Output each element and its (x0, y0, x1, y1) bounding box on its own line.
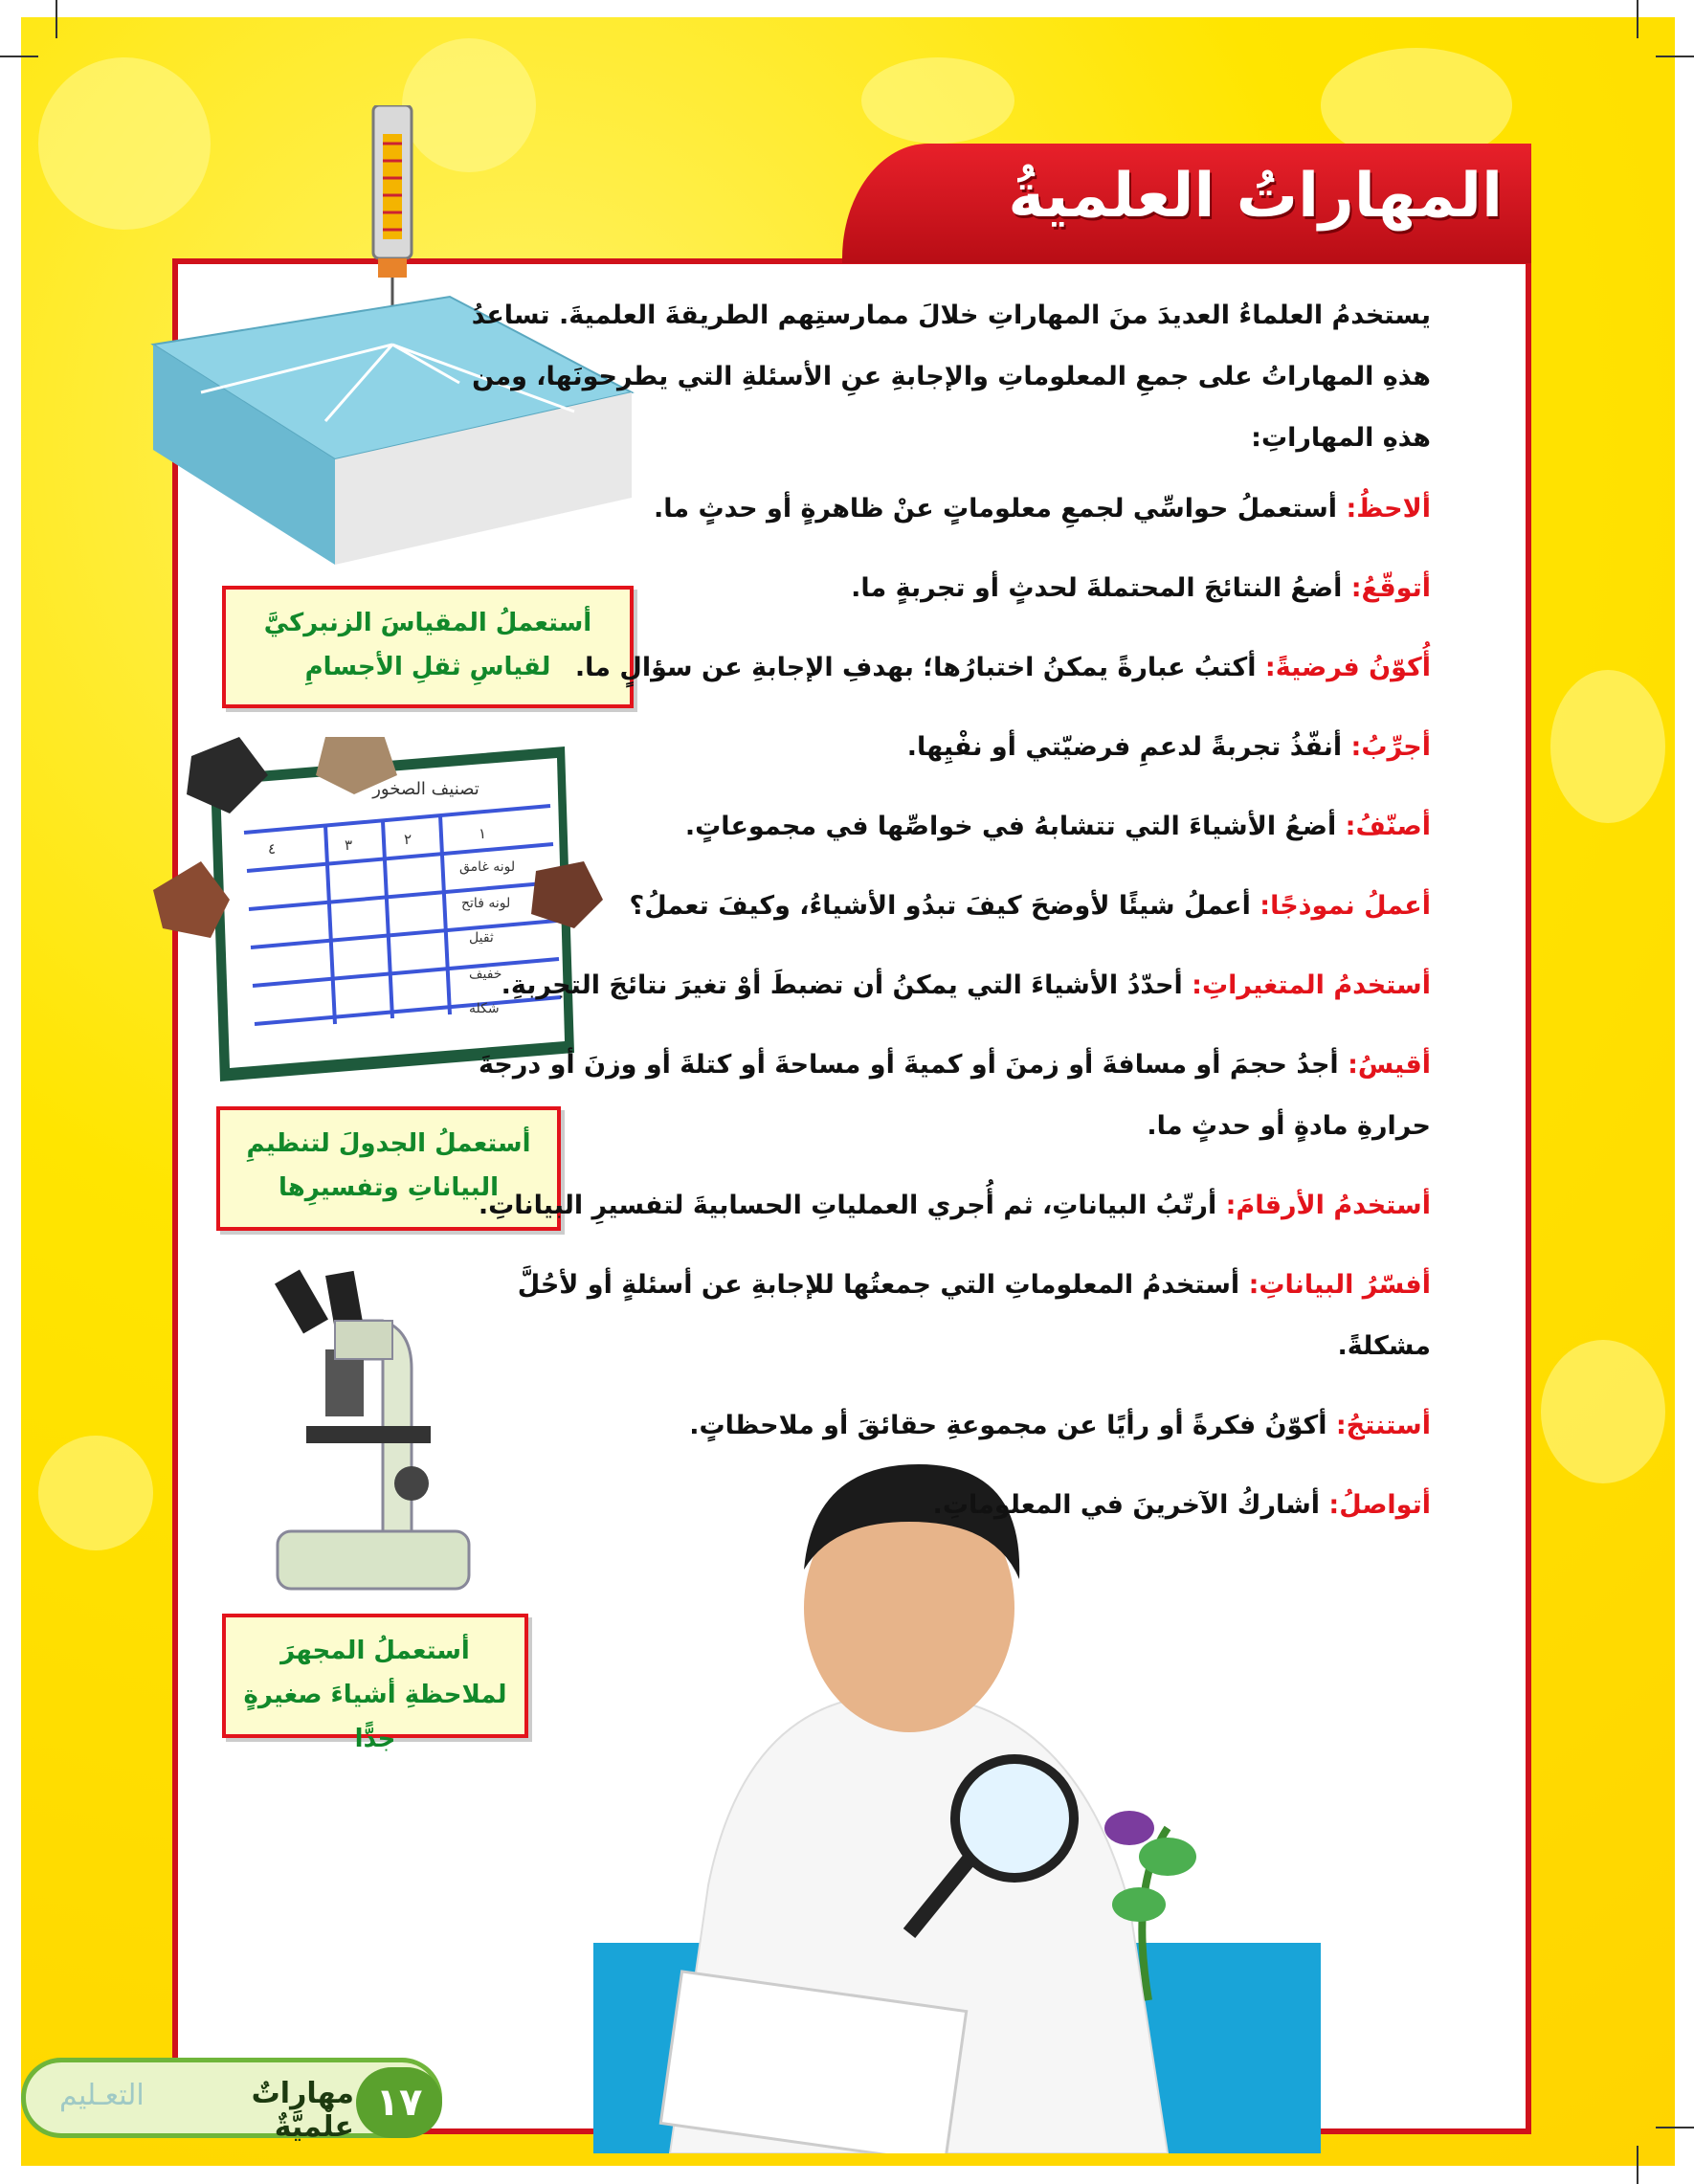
caption-microscope: أستعملُ المجهرَ لملاحظةِ أشياءَ صغيرةٍ جدًّا (222, 1614, 528, 1738)
skill-description: أستخدمُ المعلوماتِ التي جمعتُها للإجابةِ عن أسئلةٍ أو لأحُلَّ مشكلةً. (517, 1270, 1431, 1361)
background-bubble (861, 57, 1014, 144)
skill-description: أستعملُ حواسِّي لجمعِ معلوماتٍ عنْ ظاهرةٍ أو حدثٍ ما. (653, 494, 1338, 524)
skills-text (435, 285, 1431, 1554)
skill-description: أشاركُ الآخرينَ في المعلوماتِ. (932, 1490, 1321, 1520)
skill-description: أعملُ شيئًا لأوضحَ كيفَ تبدُو الأشياءُ، وكيفَ تعملُ؟ (629, 891, 1251, 921)
intro-paragraph: يستخدمُ العلماءُ العديدَ منَ المهاراتِ خلالَ ممارستِهم الطريقةَ العلميةَ. تساعدُ هذهِ المهاراتُ على جمعِ المعلوماتِ والإجابةِ عنِ الأسئلةِ التي يطرحونَها، ومن هذهِ المهاراتِ: (471, 301, 1431, 453)
background-bubble (1541, 1340, 1665, 1483)
rock-table-col: ٤ (268, 840, 277, 858)
crop-mark (0, 56, 38, 57)
rock-table-col: ٣ (345, 836, 353, 854)
crop-mark (56, 0, 57, 38)
crop-mark (1656, 56, 1694, 57)
skill-description: أجدُ حجمَ أو مسافةَ أو زمنَ أو كميةَ أو مساحةَ أو كتلةَ أو وزنَ أو درجةَ حرارةِ مادةٍ أو حدثٍ ما. (478, 1050, 1431, 1141)
skill-item (435, 558, 1431, 619)
skill-description: أضعُ النتائجَ المحتملةَ لحدثٍ أو تجربةٍ ما. (851, 573, 1343, 603)
rock-table-col: ١ (479, 825, 487, 842)
skill-term: أصنّفُ: (1345, 812, 1431, 841)
skill-term: أتوقّعُ: (1350, 573, 1431, 603)
footer-watermark: التعـليم (59, 2079, 145, 2112)
rock-table-col: ٢ (404, 831, 412, 848)
crop-mark (1637, 2146, 1638, 2184)
skill-description: أرتّبُ البياناتِ، ثم أُجري العملياتِ الحسابيةَ لتفسيرِ البياناتِ. (478, 1191, 1217, 1220)
skill-item (435, 1035, 1431, 1157)
skill-term: أقيسُ: (1348, 1050, 1431, 1080)
skill-item (435, 717, 1431, 778)
crop-mark (1656, 2127, 1694, 2128)
rock-table-row: ثقيل (469, 930, 494, 946)
skill-item (435, 955, 1431, 1016)
skill-term: أفسّرُ البياناتِ: (1248, 1270, 1431, 1300)
skill-item (435, 876, 1431, 937)
skill-item (435, 1175, 1431, 1237)
caption-table: أستعملُ الجدولَ لتنظيمِ البياناتِ وتفسيرِها (216, 1106, 561, 1231)
skill-description: أضعُ الأشياءَ التي تتشابهُ في خواصِّها في مجموعاتٍ. (684, 812, 1337, 841)
skills-list (435, 479, 1431, 1536)
skill-item (435, 479, 1431, 540)
rock-table-row: خفيف (469, 967, 502, 982)
skill-term: أتواصلُ: (1328, 1490, 1431, 1520)
skill-description: أحدّدُ الأشياءَ التي يمكنُ أن تضبطَ أوْ تغيرَ نتائجَ التجربةِ. (501, 970, 1183, 1000)
background-bubble (38, 1436, 153, 1550)
crop-mark (1637, 0, 1638, 38)
caption-spring-scale: أستعملُ المقياسَ الزنبركيَّ لقياسِ ثقلِ الأجسامِ (222, 586, 634, 708)
skill-description: أكتبُ عبارةً يمكنُ اختبارُها؛ بهدفِ الإجابةِ عن سؤالٍ ما. (574, 653, 1257, 682)
rock-table-row: شكله (469, 1001, 500, 1016)
background-bubble (1550, 670, 1665, 823)
rock-table-title: تصنيف الصخور (372, 779, 479, 799)
rock-table-row: لونه فاتح (461, 896, 511, 911)
skill-term: أعملُ نموذجًا: (1259, 891, 1431, 921)
rock-table-row: لونه غامق (459, 859, 516, 875)
skill-term: أستخدمُ المتغيراتِ: (1192, 970, 1431, 1000)
skill-term: أُكوّنُ فرضيةً: (1264, 653, 1431, 682)
skill-term: ألاحظُ: (1346, 494, 1431, 524)
page-number: ١٧ (356, 2067, 442, 2138)
skill-item (435, 1395, 1431, 1457)
skill-description: أكوّنُ فكرةً أو رأيًا عن مجموعةِ حقائقَ أو ملاحظاتٍ. (689, 1411, 1327, 1440)
page-title: المهاراتُ العلميةُ (1008, 161, 1503, 232)
skill-item (435, 796, 1431, 858)
skill-term: أستنتجُ: (1335, 1411, 1431, 1440)
skill-item (435, 1475, 1431, 1536)
skill-description: أنفّذُ تجربةً لدعمِ فرضيّتي أو نفْيِها. (906, 732, 1343, 762)
skill-item (435, 1255, 1431, 1377)
footer-section-title: مهاراتٌ علْميَّةٌ (251, 2077, 354, 2144)
skill-term: أجرِّبُ: (1350, 732, 1431, 762)
skill-term: أستخدمُ الأرقامَ: (1225, 1191, 1431, 1220)
skill-item (435, 637, 1431, 699)
